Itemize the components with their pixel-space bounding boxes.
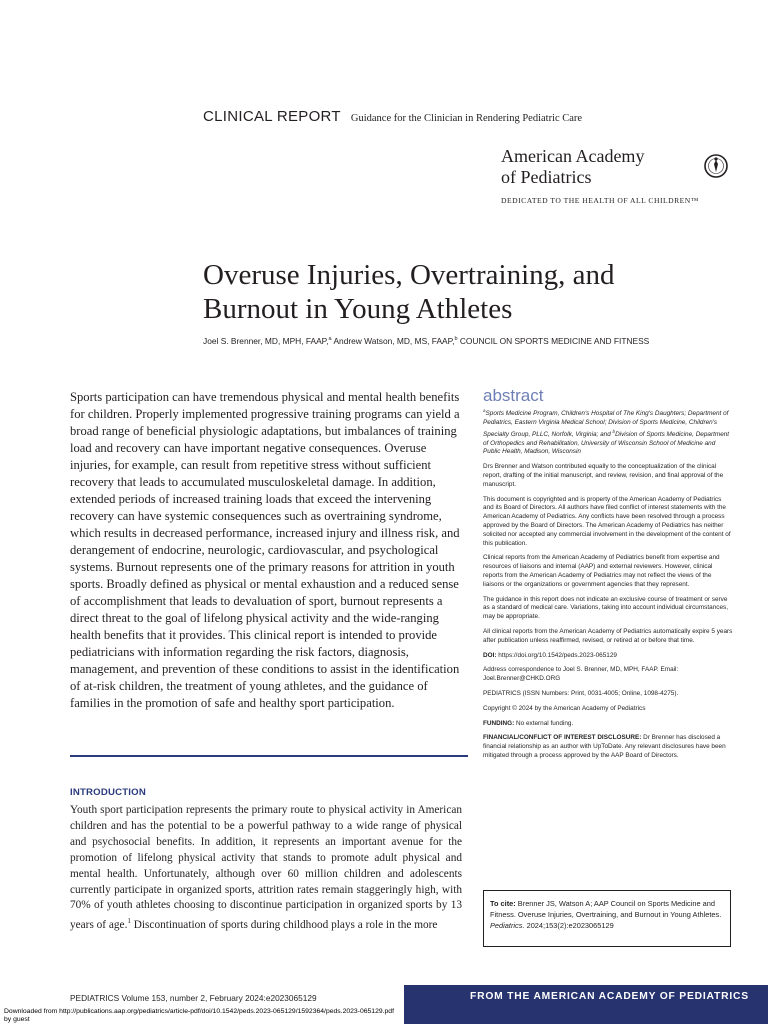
coi-line bbox=[483, 734, 733, 760]
report-subtitle: Guidance for the Clinician in Rendering Pediatric Care bbox=[350, 113, 583, 124]
introduction-text bbox=[70, 803, 462, 934]
citation-journal: Pediatrics. bbox=[490, 921, 525, 930]
abstract-heading: abstract bbox=[483, 386, 544, 405]
introduction-text-part1: Youth sport participation represents the primary route to physical activity in American children and has the potential to be a powerful pathway to a wide range of physical and psychosocial benefits. In addition, it represents an important avenue for the promotion of lifelong physical activity that stands to promote adult physical and mental health. Unfortunately, although over 60 million children and adolescents currently participate in organized sports, attrition rates remain staggeringly high, with 70% of youth athletes choosing to discontinue participation in organized sports by 13 years of age. bbox=[70, 804, 462, 932]
affiliations bbox=[483, 407, 733, 457]
funding-line bbox=[483, 720, 733, 729]
citation-box bbox=[483, 890, 731, 947]
contribution-note: Drs Brenner and Watson contributed equally to the conceptualization of the clinical report, drafting of the initial manuscript, and review, revision, and final approval of the manuscript. bbox=[483, 463, 724, 488]
author-brenner-affil: a bbox=[328, 336, 332, 343]
download-note bbox=[4, 1008, 474, 1024]
introduction-text-part2: Discontinuation of sports during childhood plays a role in the more bbox=[130, 919, 438, 932]
doi-link[interactable]: https://doi.org/10.1542/peds.2023-065129 bbox=[498, 651, 617, 659]
guidance-note: The guidance in this report does not indicate an exclusive course of treatment or serve as a standard of medical care. Variations, taking into account individual circumstances, may be appropriate. bbox=[483, 595, 728, 621]
aap-seal-icon bbox=[704, 140, 728, 192]
citation-text: Brenner JS, Watson A; AAP Council on Sports Medicine and Fitness. Overuse Injuries, Overtraining, and Burnout in Young Athletes. bbox=[490, 899, 722, 919]
citation-label: To cite: bbox=[490, 899, 516, 908]
aap-name-line1: American Academy bbox=[501, 146, 645, 166]
author-watson-affil: b bbox=[454, 336, 458, 343]
sidebar bbox=[483, 386, 733, 767]
author-brenner: Joel S. Brenner, MD, MPH, FAAP, bbox=[203, 336, 329, 346]
expiration-note: All clinical reports from the American Academy of Pediatrics automatically expire 5 years after publication unless reaffirmed, revised, or retired at or before that time. bbox=[483, 627, 733, 644]
copyright-line: Copyright © 2024 by the American Academy of Pediatrics bbox=[483, 704, 646, 712]
download-note-line2: by guest bbox=[4, 1016, 30, 1023]
affil-a-text: Sports Medicine Program, Children's Hospital of The King's Daughters; Department of Pediatrics, Eastern Virginia Medical School; Division of Sports Medicine, Children's Specialty Group, PLLC, Norfolk, Virginia; and bbox=[483, 410, 729, 438]
coi-text: Dr Brenner has disclosed a financial relationship as an author with UpToDate. Any relevant disclosures have been mitigated through a process approved by the AAP Board of Directors. bbox=[483, 734, 726, 759]
author-line bbox=[203, 336, 649, 346]
affil-b-marker: b bbox=[612, 428, 616, 434]
correspondence-note: Address correspondence to Joel S. Brenner, MD, MPH, FAAP. Email: Joel.Brenner@CHKD.ORG bbox=[483, 666, 679, 683]
author-watson: Andrew Watson, MD, MS, FAAP, bbox=[333, 336, 455, 346]
issn-note: PEDIATRICS (ISSN Numbers: Print, 0031-4005; Online, 1098-4275). bbox=[483, 689, 679, 697]
report-header bbox=[203, 108, 582, 126]
funding-text: No external funding. bbox=[516, 719, 574, 727]
introduction-heading: INTRODUCTION bbox=[70, 787, 146, 798]
article-title-line1: Overuse Injuries, Overtraining, and bbox=[203, 259, 615, 291]
section-divider bbox=[70, 755, 468, 757]
footer-banner-text: FROM THE AMERICAN ACADEMY OF PEDIATRICS bbox=[470, 991, 749, 1002]
download-note-line1[interactable]: Downloaded from http://publications.aap.org/pediatrics/article-pdf/doi/10.1542/peds.2023-065129/1592364/peds.2023-065129.pdf bbox=[4, 1008, 394, 1015]
aap-logo bbox=[501, 140, 741, 210]
report-type-label: CLINICAL REPORT bbox=[203, 108, 341, 125]
copyright-note: This document is copyrighted and is property of the American Academy of Pediatrics and its Board of Directors. All authors have filed conflict of interest statements with the American Academy of Pediatrics. Any conflicts have been resolved through a process approved by the Board of Directors. The American Academy of Pediatrics has neither solicited nor accepted any commercial involvement in the development of the content of this publication. bbox=[483, 495, 731, 547]
affil-b-text: Division of Sports Medicine, Department of Orthopedics and Rehabilitation, University of Wisconsin School of Medicine and Public Health, Madison, Wisconsin bbox=[483, 430, 730, 456]
affil-a-marker: a bbox=[483, 408, 486, 413]
article-title-line2: Burnout in Young Athletes bbox=[203, 293, 513, 325]
aap-name bbox=[501, 146, 681, 188]
doi-line bbox=[483, 652, 733, 661]
clinical-reports-note: Clinical reports from the American Academy of Pediatrics benefit from expertise and resources of liaisons and internal (AAP) and external reviewers. However, clinical reports from the American Academy of Pediatrics may not reflect the views of the liaisons or the organizations or government agencies that they represent. bbox=[483, 554, 720, 588]
aap-name-line2: of Pediatrics bbox=[501, 167, 592, 187]
reference-1-link[interactable]: 1 bbox=[127, 917, 131, 926]
funding-label: FUNDING: bbox=[483, 719, 515, 727]
abstract-text: Sports participation can have tremendous physical and mental health benefits for children. Properly implemented progressive training programs can yield a broad range of beneficial physiologic adaptations, but imbalances of training load and recovery can have important negative consequences. Overuse injuries, for example, can result from repetitive stress without sufficient recovery that leads to accumulated musculoskeletal damage. In addition, extended periods of increased training loads that exceed the intervening recovery can have systemic consequences such as overtraining syndrome, which results in decreased performance, increased injury and illness risk, and derangement of endocrine, neurologic, cardiovascular, and psychological systems. Burnout represents one of the primary reasons for attrition in youth sports. Broadly defined as physical or mental exhaustion and a reduced sense of accomplishment that leads to devaluation of sport, burnout represents a direct threat to the goal of lifelong physical activity and the wide-ranging health benefits that it provides. This clinical report is intended to provide pediatricians with information regarding the risk factors, diagnosis, management, and prevention of these conditions to assist in the identification of at-risk children, the treatment of young athletes, and the guidance of families in the promotion of safe and healthy sport participation. bbox=[70, 390, 460, 710]
article-title bbox=[203, 258, 723, 326]
aap-tagline: DEDICATED TO THE HEALTH OF ALL CHILDREN™ bbox=[501, 196, 699, 205]
coi-label: FINANCIAL/CONFLICT OF INTEREST DISCLOSURE: bbox=[483, 734, 642, 742]
footer-journal-info: PEDIATRICS Volume 153, number 2, February 2024:e2023065129 bbox=[70, 993, 317, 1003]
citation-volume: 2024;153(2):e2023065129 bbox=[526, 921, 614, 930]
doi-label: DOI: bbox=[483, 651, 497, 659]
author-council: COUNCIL ON SPORTS MEDICINE AND FITNESS bbox=[459, 336, 650, 346]
